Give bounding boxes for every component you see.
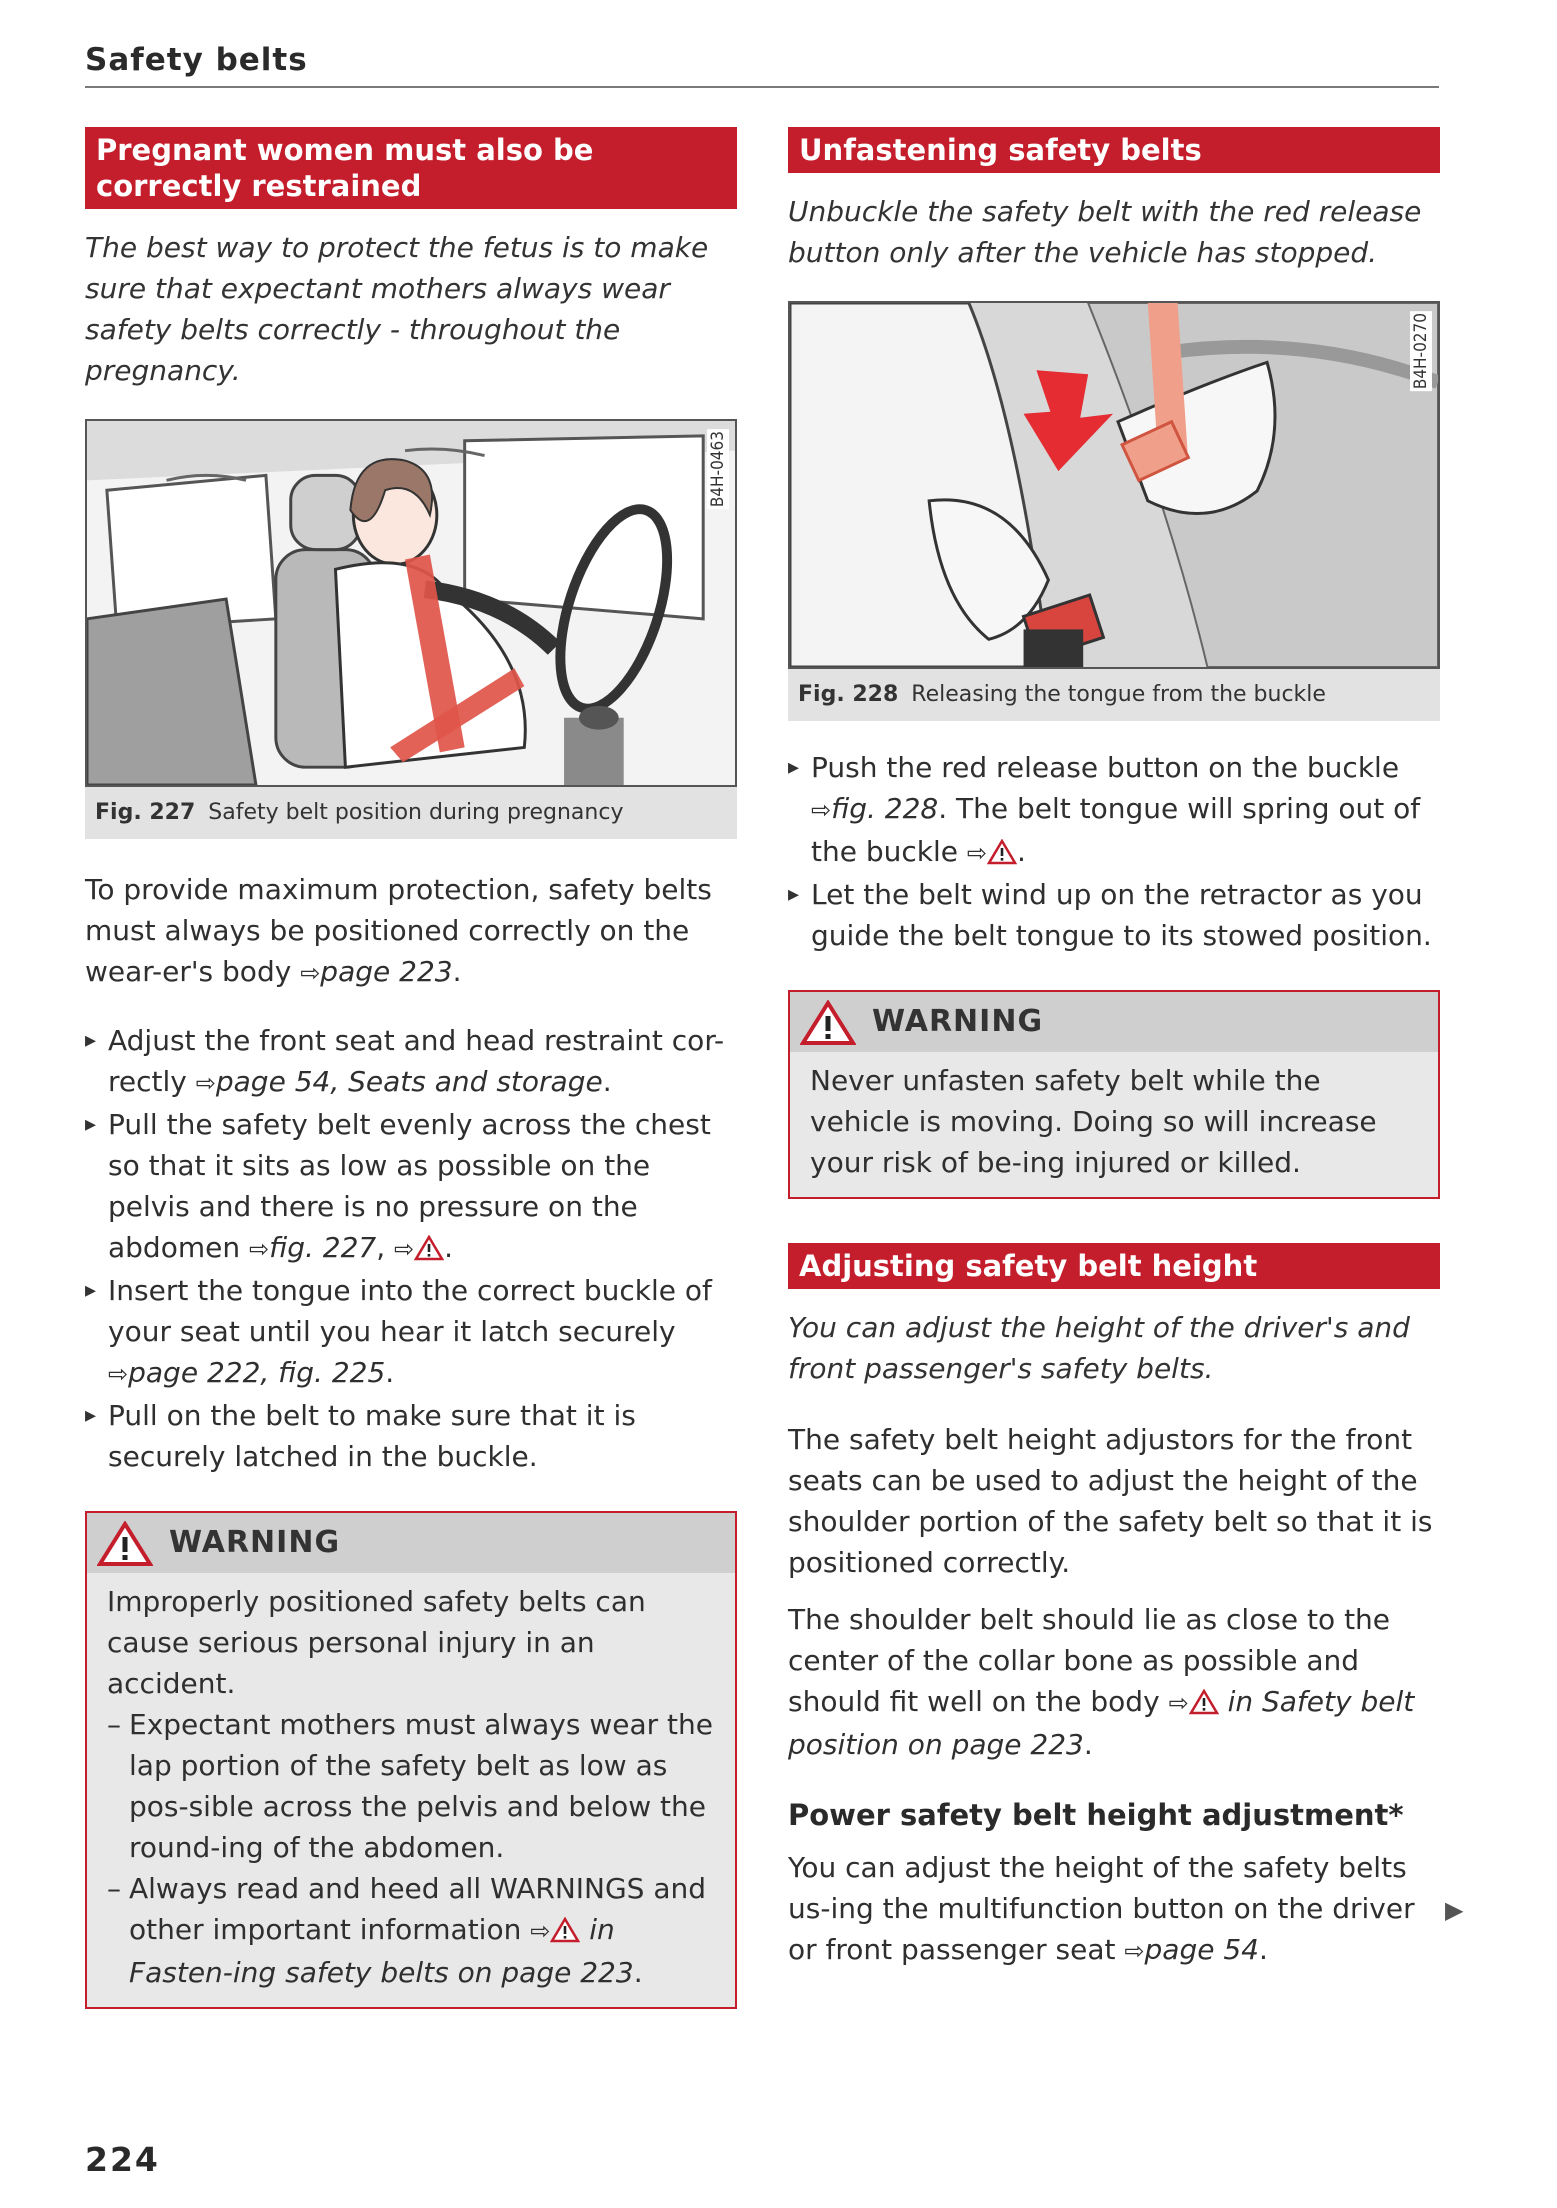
paragraph-end: . <box>1083 1728 1093 1761</box>
warning-box <box>788 990 1440 1199</box>
warning-item-end: . <box>633 1956 643 1989</box>
warning-triangle-icon[interactable] <box>1189 1689 1219 1715</box>
warning-item-text: Always read and heed all WARNINGS and other important information <box>129 1872 707 1946</box>
section-intro: The best way to protect the fetus is to make sure that expectant mothers always wear safety belts correctly - throughout the pregnancy. <box>85 231 709 387</box>
page-header <box>85 40 1439 88</box>
page-reference-link[interactable]: page 223 <box>320 955 453 988</box>
arrow-icon: ⇨ <box>394 1235 415 1263</box>
figure-number: Fig. 227 <box>95 800 196 825</box>
figure-caption-text: Releasing the tongue from the buckle <box>911 682 1326 707</box>
subheading: Power safety belt height adjustment* <box>788 1798 1404 1832</box>
warning-triangle-icon <box>800 1000 856 1046</box>
warning-label: WARNING <box>169 1525 341 1560</box>
arrow-icon: ⇨ <box>195 1069 216 1097</box>
warning-item <box>107 1704 715 1868</box>
figure-illustration-buckle <box>788 301 1440 669</box>
paragraph-text: To provide maximum protection, safety belts must always be positioned correctly on the wear-er's body <box>85 873 712 988</box>
warning-box <box>85 1511 737 2009</box>
figure-caption <box>788 669 1440 721</box>
list-item <box>85 1020 737 1104</box>
page-reference-link[interactable]: page 222, fig. 225 <box>128 1356 386 1389</box>
paragraph-text: The shoulder belt should lie as close to the center of the collar bone as possible and should fit well on the body <box>788 1603 1391 1718</box>
step-text: Push the red release button on the buckle <box>811 751 1400 784</box>
arrow-icon: ⇨ <box>966 839 988 867</box>
body-paragraph: The safety belt height adjustors for the front seats can be used to adjust the height of the shoulder portion of the safety belt so that it is positioned correctly. <box>788 1423 1433 1579</box>
page-reference-link[interactable]: in Safety belt position on page 223 <box>788 1685 1415 1761</box>
figure-caption <box>85 787 737 839</box>
page-reference-link[interactable]: in Fasten-ing safety belts on page 223 <box>129 1913 634 1989</box>
step-text-continued: . The belt tongue will spring out of the buckle <box>811 792 1421 868</box>
figure-code: B4H-0270 <box>1411 313 1431 390</box>
paragraph-end: . <box>452 955 462 988</box>
warning-item <box>107 1868 715 1993</box>
figure-227 <box>85 419 737 839</box>
warning-triangle-icon <box>97 1521 153 1567</box>
step-text: Pull on the belt to make sure that it is securely latched in the buckle. <box>108 1399 636 1473</box>
warning-text: Never unfasten safety belt while the vehicle is moving. Doing so will increase your risk of be-ing injured or killed. <box>810 1064 1377 1179</box>
arrow-icon: ⇨ <box>811 796 832 824</box>
list-item <box>788 874 1440 956</box>
page-section-title: Safety belts <box>85 42 308 78</box>
warning-triangle-icon[interactable] <box>414 1235 444 1261</box>
warning-item-text: Expectant mothers must always wear the lap portion of the safety belt as low as pos-sible across the pelvis and below the round-ing of the abdomen. <box>129 1708 713 1864</box>
step-text: Adjust the front seat and head restraint cor-rectly <box>108 1024 725 1098</box>
list-item <box>85 1270 737 1395</box>
step-end: . <box>602 1065 612 1098</box>
step-text: Let the belt wind up on the retractor as you guide the belt tongue to its stowed position. <box>811 878 1432 952</box>
arrow-icon: ⇨ <box>530 1917 551 1945</box>
body-paragraph <box>788 1599 1440 1765</box>
buckle-release-illustration <box>790 303 1438 667</box>
step-text: Insert the tongue into the correct buckle of your seat until you hear it latch securely <box>108 1274 712 1348</box>
figure-caption-text: Safety belt position during pregnancy <box>208 800 624 825</box>
arrow-icon: ⇨ <box>1124 1937 1145 1965</box>
warning-body <box>790 1052 1438 1197</box>
step-end: . <box>444 1231 454 1264</box>
warning-triangle-icon[interactable] <box>987 839 1017 865</box>
list-item <box>85 1395 737 1477</box>
body-paragraph <box>788 1847 1440 1972</box>
list-item <box>788 747 1440 874</box>
warning-header <box>790 992 1438 1052</box>
step-list <box>85 1020 737 1477</box>
arrow-icon: ⇨ <box>300 959 321 987</box>
warning-header <box>87 1513 735 1573</box>
section-heading-pregnant: Pregnant women must also be correctly restrained <box>85 127 737 209</box>
section-intro: Unbuckle the safety belt with the red release button only after the vehicle has stopped. <box>788 195 1422 269</box>
arrow-icon: ⇨ <box>108 1360 129 1388</box>
section-heading-height: Adjusting safety belt height <box>788 1243 1440 1289</box>
pregnant-driver-illustration <box>87 421 735 785</box>
figure-reference-link[interactable]: fig. 227 <box>269 1231 377 1264</box>
continue-next-page-icon[interactable]: ▶ <box>1445 1896 1464 1924</box>
warning-body <box>87 1573 735 2007</box>
section-intro: You can adjust the height of the driver's and front passenger's safety belts. <box>788 1311 1410 1385</box>
step-text: Pull the safety belt evenly across the chest so that it sits as low as possible on the pelvis and there is no pressure on the abdomen <box>108 1108 711 1264</box>
right-column <box>788 127 1440 1972</box>
step-end: . <box>385 1356 395 1389</box>
warning-label: WARNING <box>872 1004 1044 1039</box>
page-number: 224 <box>85 2140 160 2179</box>
paragraph-text: You can adjust the height of the safety belts us-ing the multifunction button on the driver or front passenger seat <box>788 1851 1415 1966</box>
section-heading-unfastening: Unfastening safety belts <box>788 127 1440 173</box>
list-item: ▸ Pull the safety belt evenly across the chest so that it sits as low as possible on the pelvis and there is no pressure on the abdomen ⇨fig. 227, ⇨ . <box>85 1104 737 1270</box>
body-paragraph <box>85 869 737 994</box>
figure-illustration-pregnancy <box>85 419 737 787</box>
warning-triangle-icon[interactable] <box>550 1917 580 1943</box>
figure-reference-link[interactable]: fig. 228 <box>831 792 939 825</box>
warning-text: Improperly positioned safety belts can cause serious personal injury in an accident. <box>107 1585 646 1700</box>
page-reference-link[interactable]: page 54 <box>1144 1933 1259 1966</box>
figure-code: B4H-0463 <box>708 431 728 508</box>
arrow-icon: ⇨ <box>249 1235 270 1263</box>
figure-228 <box>788 301 1440 721</box>
page-reference-link[interactable]: page 54, Seats and storage <box>215 1065 603 1098</box>
paragraph-end: . <box>1258 1933 1268 1966</box>
step-end: . <box>1017 835 1026 868</box>
step-list <box>788 747 1440 956</box>
figure-number: Fig. 228 <box>798 682 899 707</box>
arrow-icon: ⇨ <box>1168 1689 1189 1717</box>
left-column <box>85 127 737 2009</box>
